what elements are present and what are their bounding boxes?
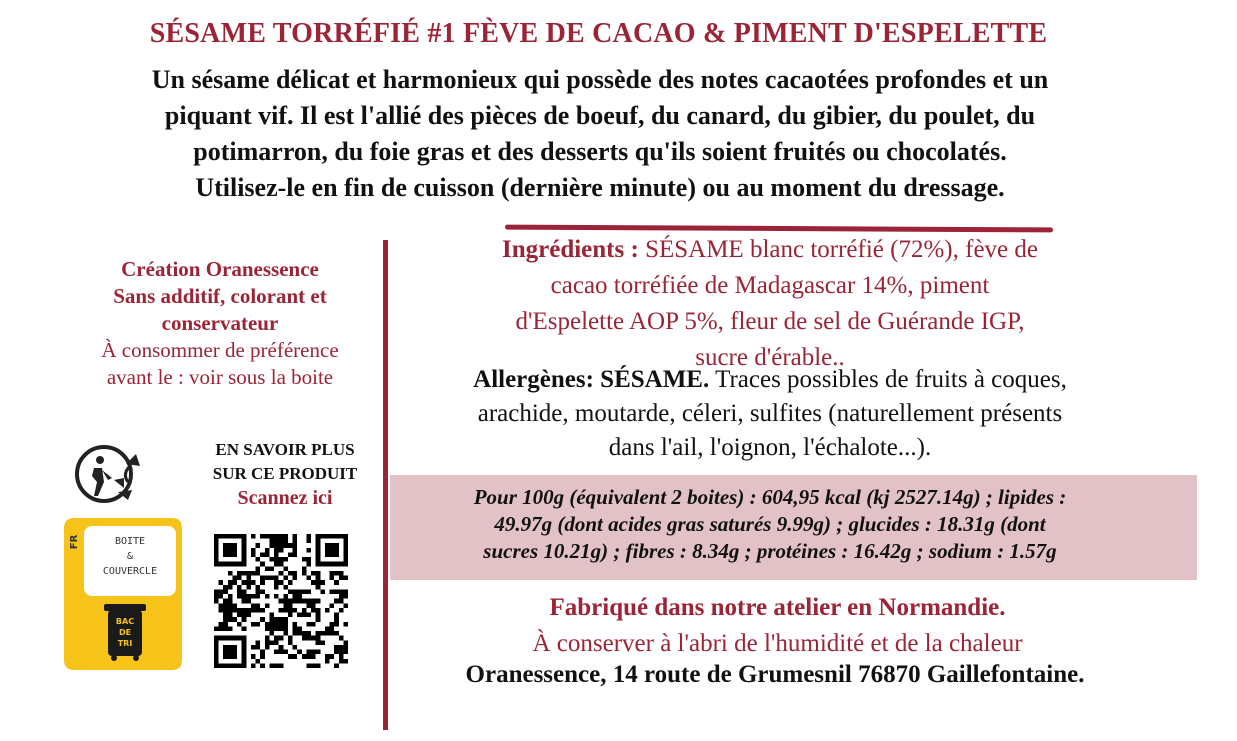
tag-line: &: [126, 551, 134, 562]
ingredients-label: Ingrédients :: [502, 236, 639, 263]
brand-info: [60, 256, 380, 391]
svg-text:BAC: BAC: [115, 617, 135, 626]
ingredients-text: cacao torréfiée de Madagascar 14%, piment: [550, 272, 990, 299]
svg-text:DE: DE: [118, 628, 132, 637]
country-code: FR: [69, 534, 80, 550]
no-additives-line: Sans additif, colorant et: [113, 284, 327, 308]
nutrition-line: sucres 10.21g) ; fibres : 8.34g ; protéines : 16.42g ; sodium : 1.57g: [483, 539, 1057, 563]
nutrition-facts: [400, 484, 1140, 565]
no-additives-line: conservateur: [161, 311, 279, 335]
learn-more-line: SUR CE PRODUIT: [212, 464, 358, 483]
description-line: potimarron, du foie gras et des desserts qu'ils soient fruités ou chocolatés.: [193, 137, 1007, 166]
ingredients-text: SÉSAME blanc torréfié (72%), fève de: [645, 236, 1038, 263]
allergens-label: Allergènes: SÉSAME.: [473, 366, 710, 393]
recycling-info-tag: [64, 518, 182, 670]
ingredients-text: d'Espelette AOP 5%, fleur de sel de Guérande IGP,: [515, 308, 1025, 335]
description-line: Utilisez-le en fin de cuisson (dernière minute) ou au moment du dressage.: [195, 173, 1005, 202]
allergens-text: arachide, moutarde, céleri, sulfites (naturellement présents: [477, 400, 1063, 427]
tag-line: COUVERCLE: [102, 566, 158, 577]
recycling-bin-icon: [104, 604, 146, 661]
best-before-line: avant le : voir sous la boite: [106, 365, 334, 389]
product-title: SÉSAME TORRÉFIÉ #1 FÈVE DE CACAO & PIMENT D'ESPELETTE: [149, 18, 1048, 49]
description-line: Un sésame délicat et harmonieux qui possède des notes cacaotées profondes et un: [151, 65, 1049, 94]
nutrition-line: 49.97g (dont acides gras saturés 9.99g) ; glucides : 18.31g (dont: [494, 512, 1046, 536]
allergens-block: [400, 363, 1140, 465]
ingredients-text: sucre d'érable..: [695, 344, 845, 371]
product-description: [40, 62, 1160, 206]
best-before-line: À consommer de préférence: [101, 338, 339, 362]
address: Oranessence, 14 route de Grumesnil 76870 Gaillefontaine.: [465, 661, 1085, 688]
scan-label: Scannez ici: [237, 487, 333, 509]
tag-line: BOITE: [114, 536, 146, 547]
allergens-text: Traces possibles de fruits à coques,: [715, 366, 1067, 393]
allergens-text: dans l'ail, l'oignon, l'échalote...).: [608, 434, 932, 461]
triman-icon: [74, 440, 154, 510]
svg-text:TRI: TRI: [117, 639, 133, 648]
ingredients-block: [400, 232, 1140, 376]
qr-code[interactable]: [212, 534, 350, 668]
nutrition-line: Pour 100g (équivalent 2 boites) : 604,95 kcal (kj 2527.14g) ; lipides :: [473, 485, 1067, 509]
origin-storage: [400, 590, 1155, 662]
learn-more-line: EN SAVOIR PLUS: [215, 440, 355, 459]
creation-label: Création Oranessence: [121, 257, 319, 281]
learn-more-block: [190, 438, 380, 510]
made-in-label: Fabriqué dans notre atelier en Normandie.: [549, 594, 1006, 621]
vertical-divider: [383, 240, 388, 730]
description-line: piquant vif. Il est l'allié des pièces de boeuf, du canard, du gibier, du poulet, du: [164, 101, 1036, 130]
storage-label: À conserver à l'abri de l'humidité et de la chaleur: [532, 630, 1023, 657]
